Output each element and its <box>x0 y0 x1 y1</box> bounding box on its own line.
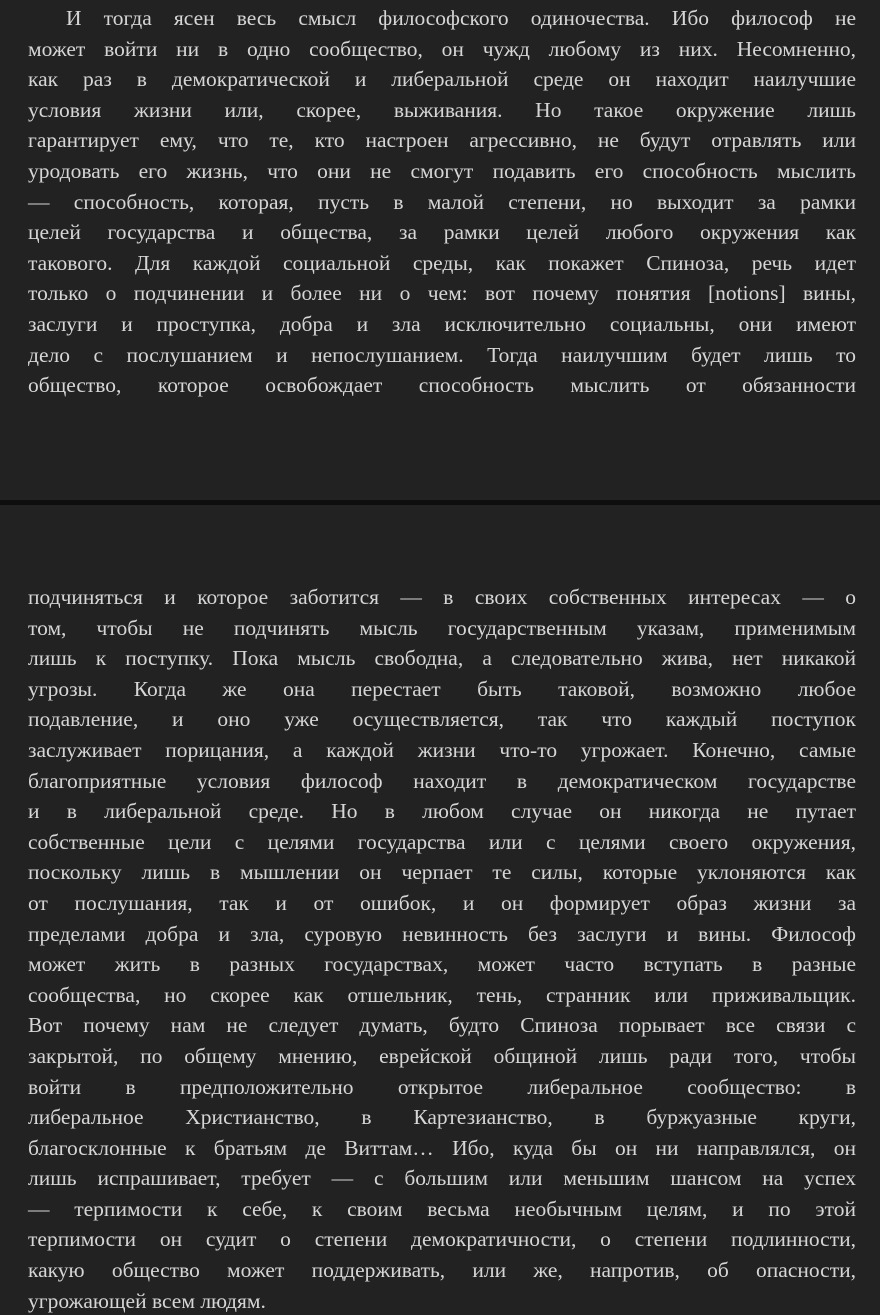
text-line: пределами добра и зла, суровую невинность без заслуги и вины. Философ <box>28 921 856 946</box>
text-line: либеральное Христианство, в Картезианство, в буржуазные круги, <box>28 1105 856 1130</box>
text-line: войти в предположительно открытое либеральное сообщество: в <box>28 1074 856 1099</box>
text-line: заслуживает порицания, а каждой жизни что-то угрожает. Конечно, самые <box>28 737 856 762</box>
text-line: может войти ни в одно сообщество, он чужд любому из них. Несомненно, <box>28 36 856 61</box>
text-line: какую общество может поддерживать, или же, напротив, об опасности, <box>28 1258 856 1283</box>
text-line: такового. Для каждой социальной среды, как покажет Спиноза, речь идет <box>28 250 856 275</box>
text-line: дело с послушанием и непослушанием. Тогда наилучшим будет лишь то <box>28 342 856 367</box>
text-line: общество, которое освобождает способность мыслить от обязанности <box>28 373 856 398</box>
text-line: собственные цели с целями государства или с целями своего окружения, <box>28 829 856 854</box>
text-line: И тогда ясен весь смысл философского одиночества. Ибо философ не <box>66 6 856 30</box>
text-line: подчиняться и которое заботится — в своих собственных интересах — о <box>28 585 856 609</box>
text-line: от послушания, так и от ошибок, и он формирует образ жизни за <box>28 890 856 915</box>
text-line: подавление, и оно уже осуществляется, так что каждый поступок <box>28 707 856 732</box>
text-line: сообщества, но скорее как отшельник, тень, странник или приживальщик. <box>28 982 856 1007</box>
text-line: угрожающей всем людям. <box>28 1288 266 1313</box>
text-line: угрозы. Когда же она перестает быть таковой, возможно любое <box>28 676 856 701</box>
reader-page-top <box>0 0 880 500</box>
text-line: том, чтобы не подчинять мысль государственным указам, применимым <box>28 615 856 640</box>
text-line: заслуги и проступка, добра и зла исключительно социальны, они имеют <box>28 311 856 336</box>
text-line: и в либеральной среде. Но в любом случае он никогда не путает <box>28 799 856 824</box>
text-line: целей государства и общества, за рамки целей любого окружения как <box>28 220 856 245</box>
text-line: может жить в разных государствах, может часто вступать в разные <box>28 952 856 977</box>
text-line: только о подчинении и более ни о чем: вот почему понятия [notions] вины, <box>28 281 856 306</box>
text-line: как раз в демократической и либеральной среде он находит наилучшие <box>28 67 856 92</box>
text-line: благосклонные к братьям де Виттам… Ибо, куда бы он ни направлялся, он <box>28 1135 856 1160</box>
text-line: — способность, которая, пусть в малой степени, но выходит за рамки <box>28 189 856 214</box>
page-text-bottom <box>28 582 856 1315</box>
text-line: Вот почему нам не следует думать, будто Спиноза порывает все связи с <box>28 1013 856 1038</box>
text-line: поскольку лишь в мышлении он черпает те силы, которые уклоняются как <box>28 860 856 885</box>
text-line: благоприятные условия философ находит в демократическом государстве <box>28 768 856 793</box>
text-line: терпимости он судит о степени демократичности, о степени подлинности, <box>28 1227 856 1252</box>
text-line: лишь к поступку. Пока мысль свободна, а следовательно жива, нет никакой <box>28 646 856 671</box>
text-line: закрытой, по общему мнению, еврейской общиной лишь ради того, чтобы <box>28 1043 856 1068</box>
text-line: гарантирует ему, что те, кто настроен агрессивно, не будут отравлять или <box>28 128 856 153</box>
text-line: уродовать его жизнь, что они не смогут подавить его способность мыслить <box>28 158 856 183</box>
text-line: лишь испрашивает, требует — с большим или меньшим шансом на успех <box>28 1166 856 1191</box>
text-line: — терпимости к себе, к своим весьма необычным целям, и по этой <box>28 1196 856 1221</box>
page-text-top <box>28 3 856 401</box>
reader-page-bottom <box>0 505 880 1315</box>
text-line: условия жизни или, скорее, выживания. Но такое окружение лишь <box>28 97 856 122</box>
